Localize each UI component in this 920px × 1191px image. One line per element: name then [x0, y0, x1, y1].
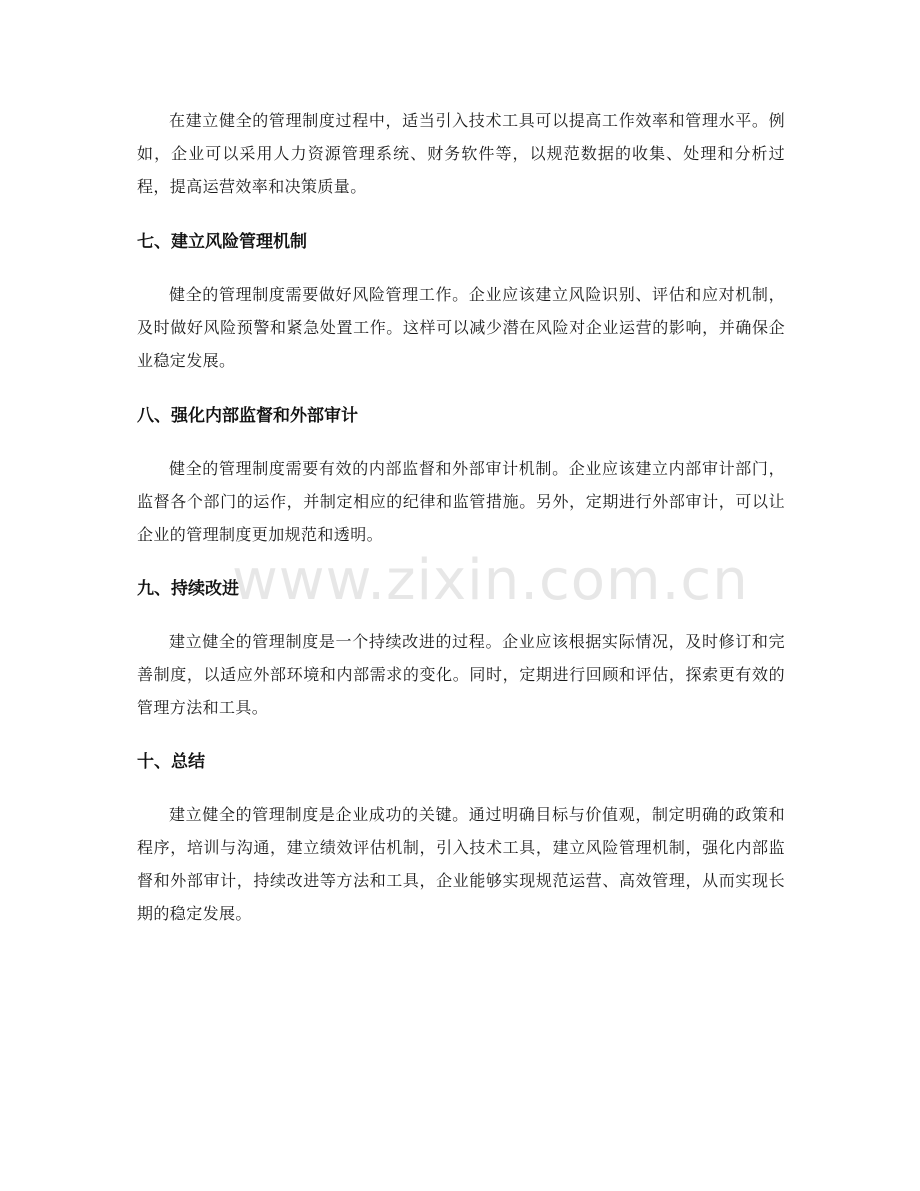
- intro-paragraph: 在建立健全的管理制度过程中，适当引入技术工具可以提高工作效率和管理水平。例如，企业可以采用人力资源管理系统、财务软件等，以规范数据的收集、处理和分析过程，提高运营效率和决策质量。: [137, 111, 785, 196]
- section-9-heading-block: [137, 576, 785, 602]
- section-10-body-block: [137, 798, 785, 930]
- section-8-heading-block: [137, 403, 785, 429]
- section-10-heading-block: [137, 749, 785, 775]
- section-9-body-block: [137, 625, 785, 724]
- section-paragraph-continuous-improvement: 建立健全的管理制度是一个持续改进的过程。企业应该根据实际情况，及时修订和完善制度，以适应外部环境和内部需求的变化。同时，定期进行回顾和评估，探索更有效的管理方法和工具。: [137, 632, 785, 717]
- intro-block: [137, 104, 785, 203]
- section-paragraph-audit: 健全的管理制度需要有效的内部监督和外部审计机制。企业应该建立内部审计部门，监督各个部门的运作，并制定相应的纪律和监管措施。另外，定期进行外部审计，可以让企业的管理制度更加规范和透明。: [137, 459, 785, 544]
- watermark: www.zixin.com.cn: [232, 548, 749, 613]
- section-8-body-block: [137, 452, 785, 551]
- section-heading-audit: 八、强化内部监督和外部审计: [137, 406, 358, 426]
- section-paragraph-risk-management: 健全的管理制度需要做好风险管理工作。企业应该建立风险识别、评估和应对机制，及时做好风险预警和紧急处置工作。这样可以减少潜在风险对企业运营的影响，并确保企业稳定发展。: [137, 285, 785, 370]
- section-7-heading-block: [137, 229, 785, 255]
- section-paragraph-summary: 建立健全的管理制度是企业成功的关键。通过明确目标与价值观，制定明确的政策和程序，培训与沟通，建立绩效评估机制，引入技术工具，建立风险管理机制，强化内部监督和外部审计，持续改进等方法和工具，企业能够实现规范运营、高效管理，从而实现长期的稳定发展。: [137, 805, 785, 923]
- section-heading-risk-management: 七、建立风险管理机制: [137, 232, 307, 252]
- section-heading-continuous-improvement: 九、持续改进: [137, 579, 239, 599]
- section-heading-summary: 十、总结: [137, 752, 205, 772]
- section-7-body-block: [137, 278, 785, 377]
